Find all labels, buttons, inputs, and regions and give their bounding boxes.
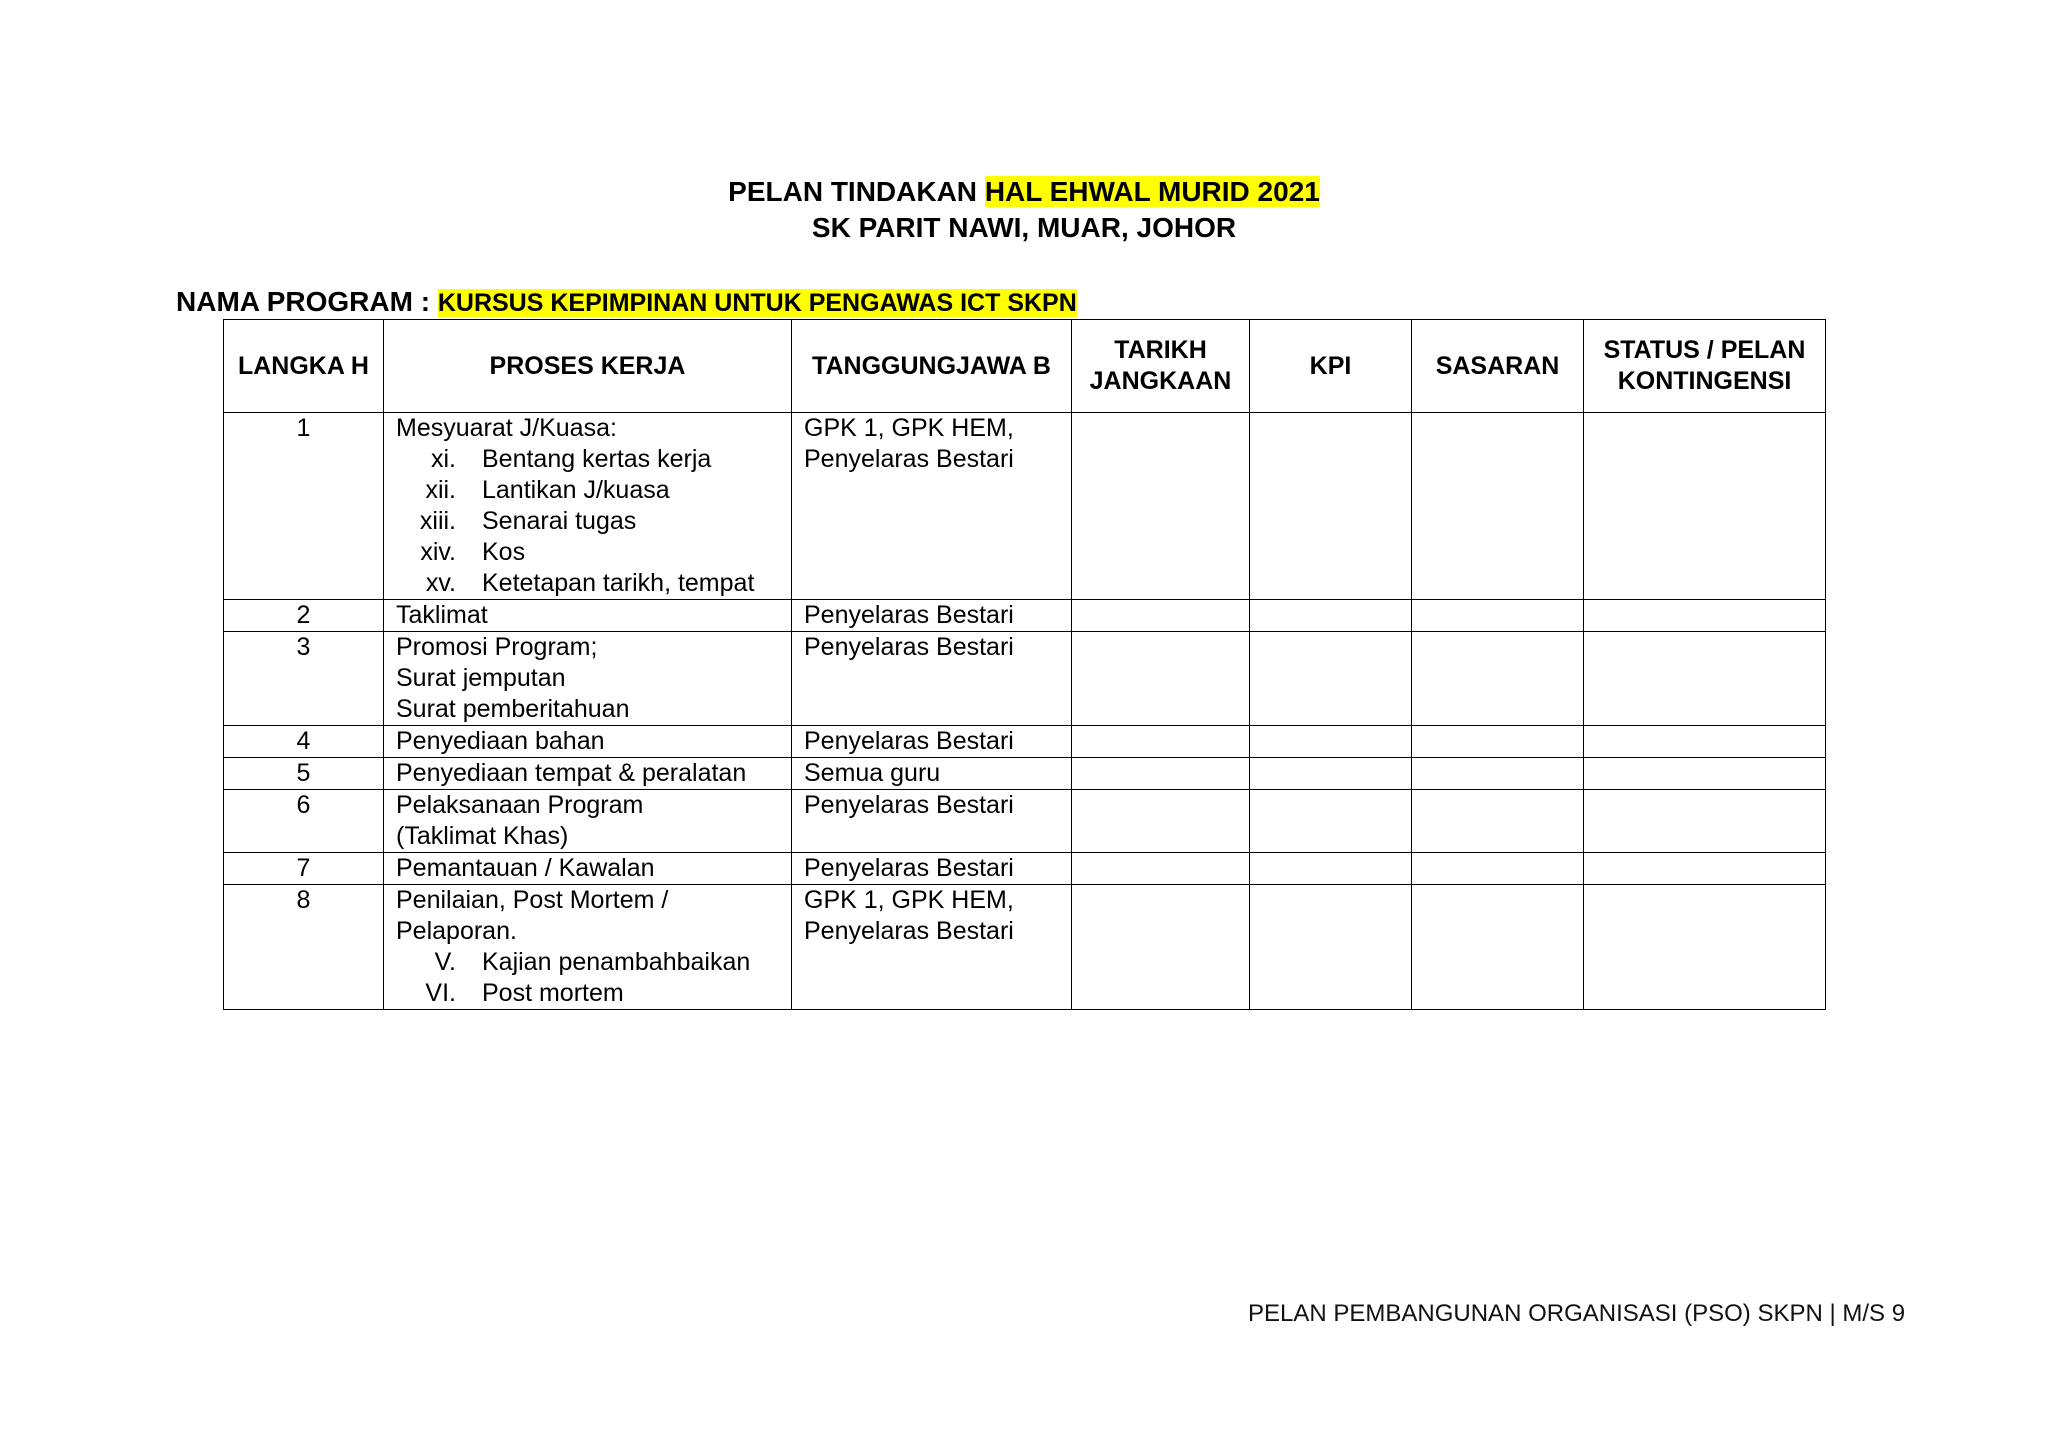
title-highlight: HAL EHWAL MURID 2021 — [984, 176, 1320, 207]
tarikh-cell — [1072, 853, 1250, 885]
tarikh-cell — [1072, 413, 1250, 600]
status-cell — [1584, 726, 1826, 758]
process-cell: Penyediaan tempat & peralatan — [384, 758, 792, 790]
status-cell — [1584, 758, 1826, 790]
sasaran-cell — [1412, 758, 1584, 790]
header-tarikh-jangkaan: TARIKH JANGKAAN — [1072, 320, 1250, 413]
process-line: Pelaporan. — [396, 917, 517, 945]
table-row — [224, 413, 1826, 600]
tarikh-cell — [1072, 600, 1250, 632]
sub-numeral: VI. — [425, 979, 456, 1007]
process-cell: Penyediaan bahan — [384, 726, 792, 758]
kpi-cell — [1250, 600, 1412, 632]
document-title — [0, 174, 2048, 210]
sub-text: Kos — [482, 538, 526, 566]
process-line: Pelaksanaan Program — [396, 791, 644, 819]
responsible-cell: Semua guru — [792, 758, 1072, 790]
sub-text: Bentang kertas kerja — [482, 445, 712, 473]
program-name — [176, 284, 1077, 321]
sub-numeral: xv. — [425, 569, 456, 597]
kpi-cell — [1250, 726, 1412, 758]
table-row — [224, 758, 1826, 790]
responsible-cell: Penyelaras Bestari — [792, 600, 1072, 632]
sasaran-cell — [1412, 790, 1584, 853]
status-cell — [1584, 853, 1826, 885]
step-number: 7 — [224, 853, 384, 885]
sub-text: Ketetapan tarikh, tempat — [482, 569, 755, 597]
sub-item — [396, 947, 779, 978]
process-cell — [384, 885, 792, 1010]
table-row — [224, 790, 1826, 853]
tarikh-cell — [1072, 885, 1250, 1010]
document-subtitle: SK PARIT NAWI, MUAR, JOHOR — [811, 212, 1237, 243]
kpi-cell — [1250, 758, 1412, 790]
process-text: Mesyuarat J/Kuasa: — [396, 414, 617, 442]
sub-item — [396, 978, 779, 1009]
header-proses-kerja: PROSES KERJA — [384, 320, 792, 413]
sasaran-cell — [1412, 885, 1584, 1010]
process-cell: Taklimat — [384, 600, 792, 632]
program-value: KURSUS KEPIMPINAN UNTUK PENGAWAS ICT SKPN — [437, 289, 1077, 317]
process-cell — [384, 790, 792, 853]
responsible-cell — [792, 413, 1072, 600]
step-number: 3 — [224, 632, 384, 726]
process-cell — [384, 413, 792, 600]
step-number: 8 — [224, 885, 384, 1010]
responsible-line: Penyelaras Bestari — [804, 917, 1014, 945]
header-status: STATUS / PELAN KONTINGENSI — [1584, 320, 1826, 413]
sub-item — [396, 475, 779, 506]
sub-item — [396, 568, 779, 599]
sasaran-cell — [1412, 413, 1584, 600]
process-line: Surat pemberitahuan — [396, 695, 630, 723]
sub-text: Kajian penambahbaikan — [482, 948, 751, 976]
kpi-cell — [1250, 885, 1412, 1010]
responsible-line: GPK 1, GPK HEM, — [804, 886, 1014, 914]
status-cell — [1584, 885, 1826, 1010]
sub-item — [396, 506, 779, 537]
page-footer: PELAN PEMBANGUNAN ORGANISASI (PSO) SKPN | M/S 9 — [1248, 1300, 1906, 1327]
header-tanggungjawab: TANGGUNGJAWA B — [792, 320, 1072, 413]
responsible-cell: Penyelaras Bestari — [792, 853, 1072, 885]
kpi-cell — [1250, 632, 1412, 726]
process-cell — [384, 632, 792, 726]
table-row — [224, 600, 1826, 632]
tarikh-cell — [1072, 790, 1250, 853]
action-plan-table — [223, 319, 1826, 1010]
step-number: 1 — [224, 413, 384, 600]
sub-item — [396, 537, 779, 568]
sasaran-cell — [1412, 600, 1584, 632]
sub-numeral: xiii. — [419, 507, 456, 535]
sasaran-cell — [1412, 726, 1584, 758]
process-cell: Pemantauan / Kawalan — [384, 853, 792, 885]
responsible-cell: Penyelaras Bestari — [792, 632, 1072, 726]
sasaran-cell — [1412, 632, 1584, 726]
step-number: 6 — [224, 790, 384, 853]
sub-numeral: V. — [434, 948, 456, 976]
title-prefix: PELAN TINDAKAN — [728, 176, 978, 207]
kpi-cell — [1250, 853, 1412, 885]
kpi-cell — [1250, 413, 1412, 600]
header-sasaran: SASARAN — [1412, 320, 1584, 413]
table-row — [224, 853, 1826, 885]
status-cell — [1584, 413, 1826, 600]
sub-item — [396, 444, 779, 475]
header-langkah: LANGKA H — [224, 320, 384, 413]
table-header-row — [224, 320, 1826, 413]
tarikh-cell — [1072, 632, 1250, 726]
table-row — [224, 726, 1826, 758]
status-cell — [1584, 790, 1826, 853]
responsible-line: Penyelaras Bestari — [804, 445, 1014, 473]
sasaran-cell — [1412, 853, 1584, 885]
responsible-line: GPK 1, GPK HEM, — [804, 414, 1014, 442]
process-line: Penilaian, Post Mortem / — [396, 886, 669, 914]
step-number: 5 — [224, 758, 384, 790]
sub-numeral: xiv. — [420, 538, 456, 566]
responsible-cell — [792, 885, 1072, 1010]
header-kpi: KPI — [1250, 320, 1412, 413]
sub-text: Senarai tugas — [482, 507, 637, 535]
responsible-cell: Penyelaras Bestari — [792, 726, 1072, 758]
sub-numeral: xii. — [425, 476, 456, 504]
sub-text: Post mortem — [482, 979, 624, 1007]
tarikh-cell — [1072, 758, 1250, 790]
program-label: NAMA PROGRAM : — [176, 286, 431, 317]
table-row — [224, 632, 1826, 726]
step-number: 4 — [224, 726, 384, 758]
tarikh-cell — [1072, 726, 1250, 758]
status-cell — [1584, 600, 1826, 632]
table-row — [224, 885, 1826, 1010]
sub-numeral: xi. — [431, 445, 456, 473]
process-line: Surat jemputan — [396, 664, 566, 692]
status-cell — [1584, 632, 1826, 726]
step-number: 2 — [224, 600, 384, 632]
process-line: (Taklimat Khas) — [396, 822, 569, 850]
process-line: Promosi Program; — [396, 633, 598, 661]
kpi-cell — [1250, 790, 1412, 853]
sub-text: Lantikan J/kuasa — [482, 476, 670, 504]
responsible-cell: Penyelaras Bestari — [792, 790, 1072, 853]
